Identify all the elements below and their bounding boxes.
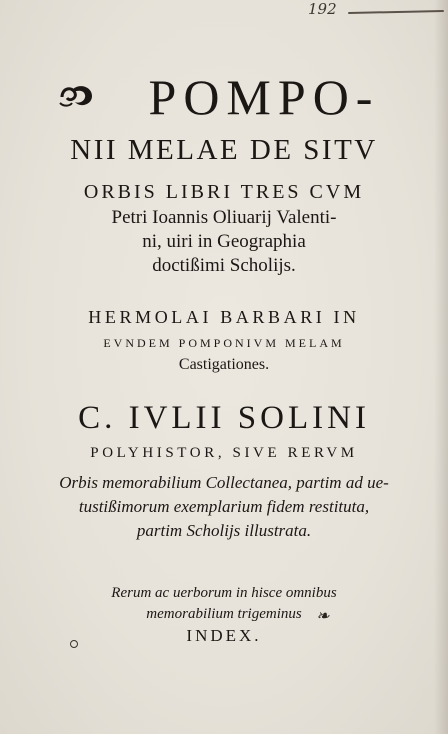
title-line-5: ni, uiri in Geographia [142,231,306,252]
title-line-9: Castigationes. [178,356,270,373]
handwritten-annotation: 192 [308,0,337,18]
title-line-11: POLYHISTOR, SIVE RERVM [90,445,358,461]
title-line-12: Orbis memorabilium Collectanea, partim ad ue- [59,473,389,492]
title-line-4: Petri Ioannis Oliuarij Valenti- [111,207,337,228]
title-line-2: NII MELAE DE SITV [70,134,378,166]
handwritten-stroke [348,10,444,14]
title-line-7: HERMOLAI BARBARI IN [88,307,360,327]
index-line-1: Rerum ac uerborum in hisce omnibus [111,585,337,601]
title-line-3: ORBIS LIBRI TRES CVM [83,181,365,203]
title-line-13: tustißimorum exemplarium fidem restituta, [78,497,370,516]
title-line-1: POMPO- [148,69,380,125]
title-line-6: doctißimi Scholijs. [152,255,296,276]
title-line-10: C. IVLII SOLINI [78,400,370,436]
index-line-3: INDEX. [186,626,262,645]
ink-spot [70,640,78,648]
title-line-14: partim Scholijs illustrata. [136,521,312,540]
index-line-2: memorabilium trigeminus [146,606,302,622]
title-line-8: EVNDEM POMPONIVM MELAM [103,336,345,350]
printed-ornament-icon: ❧ [316,608,330,625]
